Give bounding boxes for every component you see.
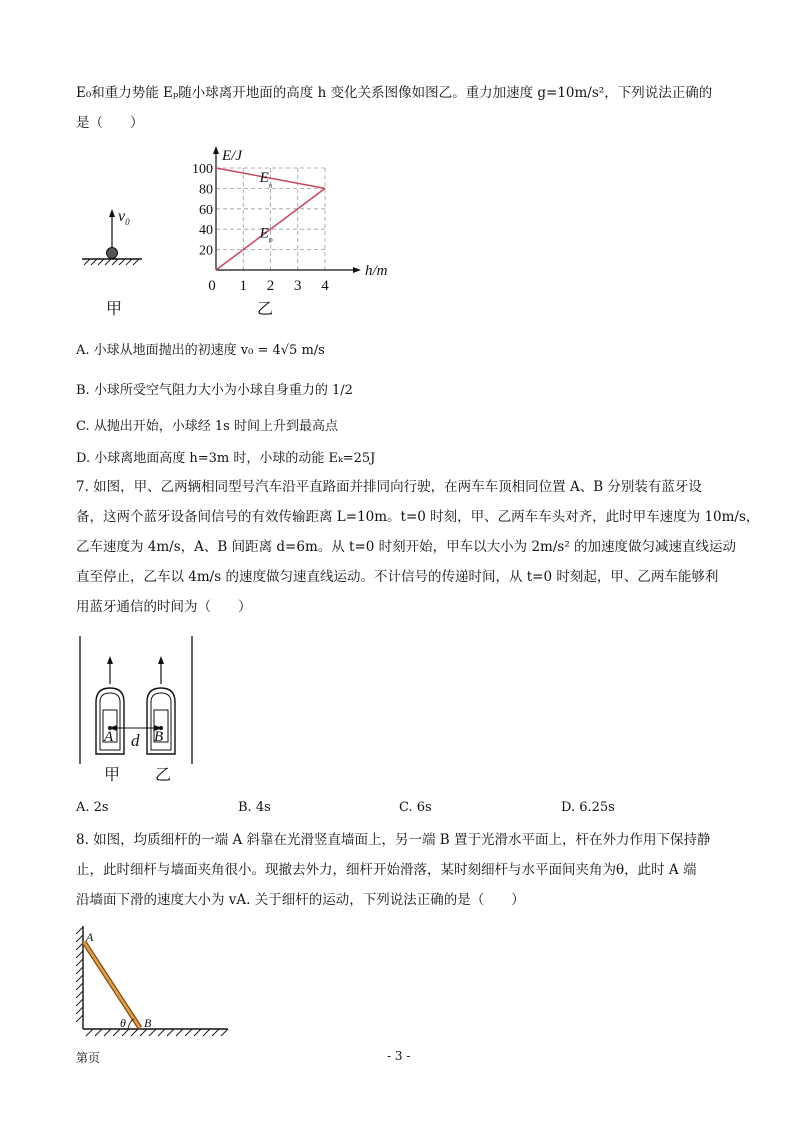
series-label: $E_{_p}$ — [259, 225, 273, 245]
y-tick-label: 40 — [199, 223, 213, 239]
x-axis-label: h/m — [365, 263, 388, 279]
energy-chart — [180, 140, 400, 300]
x-tick-label: 3 — [294, 278, 302, 294]
q7-option-c[interactable]: C. 6s — [399, 800, 432, 815]
question7-line4: 直至停止，乙车以 4m/s 的速度做匀速直线运动。不计信号的传递时间，从 t=0 时刻起，甲、乙两车能够利 — [76, 569, 719, 585]
question8-stem — [76, 825, 721, 915]
floor-hatching — [86, 1029, 228, 1036]
page-number: - 3 - — [387, 1049, 411, 1063]
car-yi-label: 乙 — [155, 765, 172, 784]
rod-highlight — [84, 942, 140, 1028]
question7-line3: 乙车速度为 4m/s，A、B 间距离 d=6m。从 t=0 时刻开始，甲车以大小为 2m/s² 的加速度做匀减速直线运动 — [76, 539, 737, 555]
car-jia-label: 甲 — [104, 765, 121, 784]
caption-yi: 乙 — [257, 299, 274, 318]
q7-option-d[interactable]: D. 6.25s — [561, 800, 615, 815]
q6-option-d[interactable]: D. 小球离地面高度 h=3m 时，小球的动能 Eₖ=25J — [76, 451, 376, 466]
q6-option-b[interactable]: B. 小球所受空气阻力大小为小球自身重力的 1/2 — [76, 383, 353, 398]
q7-option-b[interactable]: B. 4s — [238, 800, 271, 815]
caption-jia: 甲 — [106, 299, 123, 318]
x-tick-label: 0 — [208, 278, 216, 294]
point-a-label: A — [104, 729, 114, 745]
v0-arrow-head — [109, 209, 115, 217]
distance-d-label: d — [131, 731, 140, 750]
question7-line5: 用蓝牙通信的时间为（ ） — [76, 599, 252, 615]
question8-line1: 8. 如图，均质细杆的一端 A 斜靠在光滑竖直墙面上，另一端 B 置于光滑水平面上，杆在外力作用下保持静 — [76, 832, 711, 848]
question6-stem-line2: 是（ ） — [76, 115, 144, 131]
rod-end-a-label: A — [86, 930, 94, 944]
footer-left: 第页 — [76, 1051, 101, 1065]
ball — [107, 248, 118, 259]
question7-line1: 7. 如图，甲、乙两辆相同型号汽车沿平直路面并排同向行驶，在两车车顶相同位置 A、B 分别装有蓝牙设 — [76, 479, 702, 495]
point-b-label: B — [154, 729, 164, 745]
x-tick-label: 1 — [239, 278, 247, 294]
y-tick-label: 60 — [199, 202, 213, 218]
question6-stem-line1: E₀和重力势能 Eₚ随小球离开地面的高度 h 变化关系图像如图乙。重力加速度 g=10m/s²，下列说法正确的 — [76, 85, 713, 101]
figure-jia — [74, 205, 154, 275]
theta-label: θ — [120, 1016, 126, 1030]
x-tick-label: 4 — [321, 278, 329, 294]
v0-label: $v_0$ — [118, 208, 130, 228]
x-axis-arrow — [353, 267, 361, 273]
question8-line3: 沿墙面下滑的速度大小为 vA. 关于细杆的运动，下列说法正确的是（ ） — [76, 892, 525, 908]
y-tick-label: 80 — [199, 182, 213, 198]
q7-option-a[interactable]: A. 2s — [76, 800, 109, 815]
q6-option-a[interactable]: A. 小球从地面抛出的初速度 v₀ = 4√5 m/s — [76, 343, 325, 358]
y-tick-label: 20 — [199, 243, 213, 259]
y-axis-arrow — [213, 146, 219, 154]
ground-hatching — [84, 259, 139, 265]
question6-stem — [76, 78, 721, 138]
y-axis-label: E/J — [222, 148, 242, 164]
question7-line2: 备，这两个蓝牙设备间信号的有效传输距离 L=10m。t=0 时刻，甲、乙两车车头对齐，此时甲车速度为 10m/s， — [76, 509, 760, 525]
question7-stem — [76, 472, 760, 622]
x-tick-label: 2 — [266, 278, 275, 294]
cars-figure — [72, 632, 202, 792]
series-label: $E_{_0}$ — [259, 170, 273, 190]
question8-line2: 止，此时细杆与墙面夹角很小。现撤去外力，细杆开始滑落，某时刻细杆与水平面间夹角为θ，此时 A 端 — [76, 862, 697, 878]
q6-option-c[interactable]: C. 从抛出开始，小球经 1s 时间上升到最高点 — [76, 419, 338, 434]
rod-end-b-label: B — [144, 1016, 152, 1030]
rod-figure — [68, 922, 238, 1040]
wall-hatching — [76, 927, 83, 1022]
y-tick-label: 100 — [192, 162, 213, 177]
